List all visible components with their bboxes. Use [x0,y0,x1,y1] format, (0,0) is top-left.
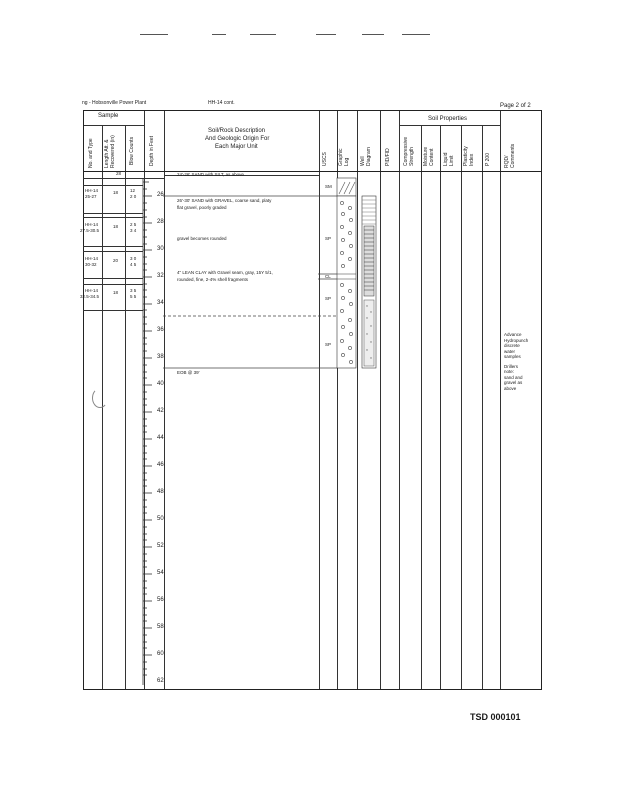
sample-3-id: HH-14 [85,256,99,261]
sample-3-blows-a: 3 0 [130,256,137,261]
sample-3-range: 30-32 [85,262,97,267]
sample-4-range: 32.5-34.5 [80,294,100,299]
depth-label: 52 [157,543,164,549]
sample-2-blows-a: 2 5 [130,222,137,227]
top-count: 28 [116,171,122,176]
depth-label: 38 [157,354,164,360]
depth-label: 32 [157,273,164,279]
plasticity-header: Plasticity Index [463,146,475,166]
sample-4-blows-b: 5 5 [130,294,137,299]
blow-counts-header: Blow Counts [129,136,135,165]
description-header-2: And Geologic Origin For [205,136,270,142]
sample-3-blows-b: 4 5 [130,262,137,267]
moisture-header: Moisture Content [423,146,435,166]
no-type-header: No. and Type [88,138,94,168]
depth-label: 26 [157,192,164,198]
uscs-code: SM [325,184,332,189]
soil-properties-header: Soil Properties [428,116,468,122]
depth-label: 62 [157,678,164,684]
graphic-log [337,178,356,368]
depth-label: 50 [157,516,164,522]
description-5: EOB @ 39' [177,370,200,375]
depth-label: 36 [157,327,164,333]
sample-4-blows-a: 3 5 [130,288,137,293]
footer-id: TSD 000101 [470,712,521,722]
description-3: gravel becomes rounded [177,236,227,241]
depth-label: 54 [157,570,164,576]
page-number: Page 2 of 2 [500,103,531,109]
sample-header: Sample [98,113,119,119]
uscs-header: USCS [322,152,328,166]
depth-label: 40 [157,381,164,387]
depth-label: 48 [157,489,164,495]
description-1: 24'-26' SAND with SILT, as above [177,172,244,177]
description-2b: flat gravel, poorly graded [177,205,227,210]
depth-label: 46 [157,462,164,468]
uscs-code: SP [325,236,332,241]
sample-2-length: 18 [113,224,119,229]
depth-label: 28 [157,219,164,225]
graphic-log-header: Graphic Log [338,148,350,166]
uscs-code: SP [325,296,332,301]
description-2a: 26'-30' SAND with GRAVEL, coarse sand, platy [177,198,272,203]
project-name: ng - Hobsonville Power Plant [82,100,147,106]
uscs-code: CL [325,274,331,279]
description-header-3: Each Major Unit [215,144,258,150]
sample-2-id: HH-14 [85,222,99,227]
depth-label: 56 [157,597,164,603]
sample-1-id: HH-14 [85,188,99,193]
well-diagram-header: Well Diagram [360,147,372,166]
boring-id: HH-14 cont. [208,100,235,106]
depth-label: 30 [157,246,164,252]
description-header-1: Soil/Rock Description [208,128,266,134]
sample-1-length: 18 [113,190,119,195]
compressive-header: Compressive Strength [403,136,415,166]
punch-hole-mark [92,388,108,408]
description-4b: rounded, fine, 2-4% shell fragments [177,277,249,282]
sample-1-blows-a: 12 [130,188,136,193]
rqd-header: RQD/ Comments [504,143,516,168]
depth-label: 42 [157,408,164,414]
sample-1-blows-b: 2 0 [130,194,137,199]
depth-label: 60 [157,651,164,657]
sample-1-range: 25-27 [85,194,97,199]
comments-block: Advance Hydropunch discrete water samples Drillers note: sand and gravel as above [504,332,529,391]
sample-3-length: 20 [113,258,119,263]
depth-label: 34 [157,300,164,306]
depth-label: 44 [157,435,164,441]
sample-4-length: 18 [113,290,119,295]
sample-2-blows-b: 3 4 [130,228,137,233]
sample-4-id: HH-14 [85,288,99,293]
depth-header: Depth in Feet [149,135,155,166]
description-4a: 4" LEAN CLAY with Gravel seam, gray, 15Y 5/1, [177,270,273,275]
p200-header: P 200 [485,153,491,166]
depth-label: 58 [157,624,164,630]
length-header: Length Att. & Recovered (in) [104,135,116,168]
sample-2-range: 27.5-30.5 [80,228,100,233]
pid-header: PID/FID [385,148,391,166]
uscs-code: SP [325,342,332,347]
well-diagram [362,196,376,368]
liquid-limit-header: Liquid Limit [443,152,455,166]
